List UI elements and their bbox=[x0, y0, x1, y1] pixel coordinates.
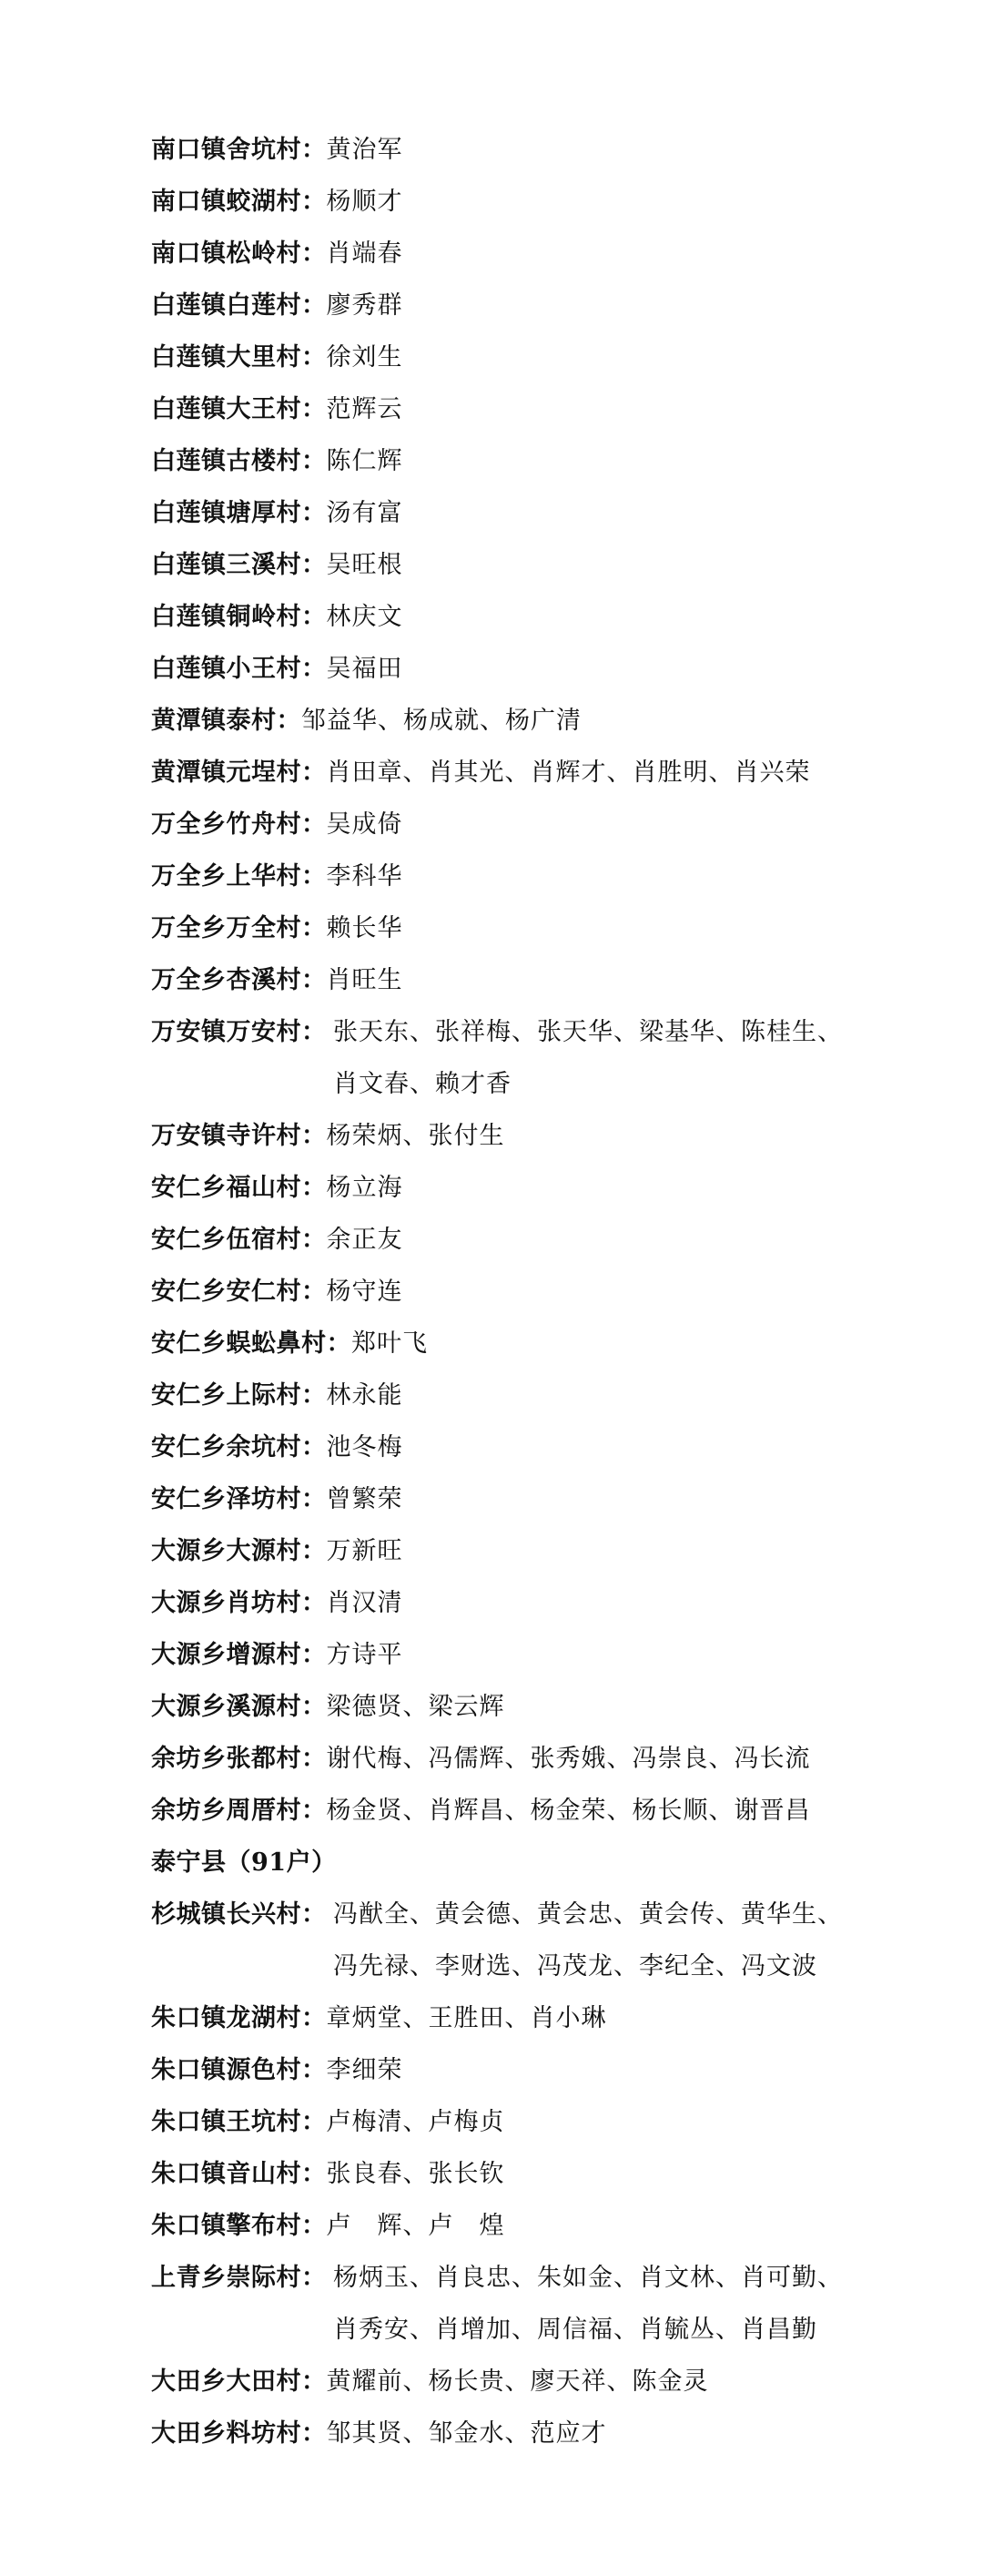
list-item bbox=[151, 695, 934, 747]
village-label: 安仁乡蜈蚣鼻村： bbox=[151, 1329, 351, 1358]
village-label: 朱口镇王坑村： bbox=[151, 2108, 327, 2136]
village-label: 安仁乡伍宿村： bbox=[151, 1226, 327, 1254]
list-item bbox=[151, 2096, 934, 2148]
village-label: 白莲镇大里村： bbox=[151, 343, 327, 372]
resident-names: 方诗平 bbox=[326, 1641, 403, 1669]
list-item bbox=[151, 2252, 934, 2356]
list-item bbox=[151, 799, 934, 850]
list-item bbox=[151, 591, 934, 643]
list-item bbox=[151, 383, 934, 435]
village-label: 白莲镇白莲村： bbox=[151, 291, 327, 320]
village-label: 大田乡大田村： bbox=[151, 2367, 327, 2396]
list-item bbox=[151, 1266, 934, 1318]
village-label: 大源乡肖坊村： bbox=[151, 1589, 327, 1617]
village-label: 黄潭镇元埕村： bbox=[151, 759, 327, 787]
list-item bbox=[151, 1162, 934, 1214]
list-item bbox=[151, 1889, 934, 1992]
county-heading: 泰宁县（91户） bbox=[151, 1848, 337, 1877]
resident-names: 曾繁荣 bbox=[326, 1485, 403, 1513]
list-item bbox=[151, 2356, 934, 2408]
list-item bbox=[151, 1369, 934, 1421]
village-label: 白莲镇三溪村： bbox=[151, 551, 327, 579]
resident-names: 吴成倚 bbox=[326, 810, 403, 839]
household-list bbox=[151, 124, 934, 2459]
village-label: 朱口镇龙湖村： bbox=[151, 2004, 327, 2032]
village-label: 安仁乡余坑村： bbox=[151, 1433, 327, 1461]
resident-names: 肖汉清 bbox=[326, 1589, 403, 1617]
village-label: 南口镇蛟湖村： bbox=[151, 188, 327, 216]
village-label: 万全乡竹舟村： bbox=[151, 810, 327, 839]
resident-names: 冯猷全、黄会德、黄会忠、黄会传、黄华生、冯先禄、李财选、冯茂龙、李纪全、冯文波 bbox=[333, 1900, 843, 1980]
village-label: 安仁乡泽坊村： bbox=[151, 1485, 327, 1513]
list-item bbox=[151, 850, 934, 902]
list-item bbox=[151, 2200, 934, 2252]
resident-names: 肖田章、肖其光、肖辉才、肖胜明、肖兴荣 bbox=[326, 759, 811, 787]
village-label: 上青乡崇际村： bbox=[151, 2264, 327, 2292]
resident-names: 肖旺生 bbox=[326, 966, 403, 994]
list-item bbox=[151, 1318, 934, 1369]
resident-names: 徐刘生 bbox=[326, 343, 403, 372]
list-item bbox=[151, 2148, 934, 2200]
list-item bbox=[151, 2044, 934, 2096]
list-item bbox=[151, 954, 934, 1006]
list-item bbox=[151, 747, 934, 799]
list-item bbox=[151, 487, 934, 539]
resident-names: 陈仁辉 bbox=[326, 447, 403, 475]
list-item bbox=[151, 1629, 934, 1681]
list-item bbox=[151, 124, 934, 176]
resident-names: 廖秀群 bbox=[326, 291, 403, 320]
resident-names: 卢梅清、卢梅贞 bbox=[326, 2108, 505, 2136]
list-item bbox=[151, 228, 934, 280]
resident-names: 范辉云 bbox=[326, 395, 403, 423]
resident-names: 张天东、张祥梅、张天华、梁基华、陈桂生、肖文春、赖才香 bbox=[333, 1018, 843, 1098]
list-item bbox=[151, 1785, 934, 1837]
list-item bbox=[151, 331, 934, 383]
village-label: 白莲镇塘厚村： bbox=[151, 499, 327, 527]
resident-names: 汤有富 bbox=[326, 499, 403, 527]
resident-names: 梁德贤、梁云辉 bbox=[326, 1693, 505, 1721]
village-label: 万安镇万安村： bbox=[151, 1018, 327, 1046]
resident-names: 肖端春 bbox=[326, 239, 403, 268]
list-item bbox=[151, 1681, 934, 1733]
village-label: 安仁乡上际村： bbox=[151, 1381, 327, 1410]
list-item bbox=[151, 1006, 934, 1110]
list-item bbox=[151, 1733, 934, 1785]
resident-names: 谢代梅、冯儒辉、张秀娥、冯崇良、冯长流 bbox=[326, 1745, 811, 1773]
village-label: 黄潭镇泰村： bbox=[151, 707, 301, 735]
resident-names: 杨炳玉、肖良忠、朱如金、肖文林、肖可勤、肖秀安、肖增加、周信福、肖毓丛、肖昌勤 bbox=[333, 2264, 843, 2344]
resident-names: 吴旺根 bbox=[326, 551, 403, 579]
resident-names: 郑叶飞 bbox=[351, 1329, 428, 1358]
list-item bbox=[151, 1577, 934, 1629]
resident-names: 杨守连 bbox=[326, 1278, 403, 1306]
resident-names: 李科华 bbox=[326, 862, 403, 891]
list-item bbox=[151, 1473, 934, 1525]
resident-names: 池冬梅 bbox=[326, 1433, 403, 1461]
resident-names: 杨立海 bbox=[326, 1174, 403, 1202]
resident-names: 李细荣 bbox=[326, 2056, 403, 2084]
resident-names: 林永能 bbox=[326, 1381, 403, 1410]
village-label: 白莲镇古楼村： bbox=[151, 447, 327, 475]
village-label: 南口镇松岭村： bbox=[151, 239, 327, 268]
resident-names: 邹益华、杨成就、杨广清 bbox=[301, 707, 582, 735]
village-label: 南口镇舍坑村： bbox=[151, 136, 327, 164]
list-item bbox=[151, 1110, 934, 1162]
list-item bbox=[151, 902, 934, 954]
village-label: 余坊乡张都村： bbox=[151, 1745, 327, 1773]
village-label: 安仁乡安仁村： bbox=[151, 1278, 327, 1306]
list-item bbox=[151, 1421, 934, 1473]
list-item bbox=[151, 539, 934, 591]
village-label: 万全乡杏溪村： bbox=[151, 966, 327, 994]
village-label: 安仁乡福山村： bbox=[151, 1174, 327, 1202]
village-label: 万全乡上华村： bbox=[151, 862, 327, 891]
village-label: 杉城镇长兴村： bbox=[151, 1900, 327, 1929]
resident-names: 林庆文 bbox=[326, 603, 403, 631]
list-item bbox=[151, 643, 934, 695]
list-item bbox=[151, 176, 934, 228]
village-label: 朱口镇源色村： bbox=[151, 2056, 327, 2084]
resident-names: 黄治军 bbox=[326, 136, 403, 164]
resident-names: 张良春、张长钦 bbox=[326, 2160, 505, 2188]
resident-names: 杨顺才 bbox=[326, 188, 403, 216]
list-item bbox=[151, 1992, 934, 2044]
village-label: 大源乡溪源村： bbox=[151, 1693, 327, 1721]
village-label: 朱口镇音山村： bbox=[151, 2160, 327, 2188]
list-item bbox=[151, 2408, 934, 2459]
village-label: 朱口镇擎布村： bbox=[151, 2212, 327, 2240]
list-item bbox=[151, 1525, 934, 1577]
resident-names: 万新旺 bbox=[326, 1537, 403, 1565]
list-item bbox=[151, 280, 934, 331]
resident-names: 黄耀前、杨长贵、廖天祥、陈金灵 bbox=[326, 2367, 709, 2396]
resident-names: 杨金贤、肖辉昌、杨金荣、杨长顺、谢晋昌 bbox=[326, 1797, 811, 1825]
village-label: 大源乡增源村： bbox=[151, 1641, 327, 1669]
resident-names: 杨荣炳、张付生 bbox=[326, 1122, 505, 1150]
village-label: 大源乡大源村： bbox=[151, 1537, 327, 1565]
resident-names: 卢 辉、卢 煌 bbox=[326, 2212, 505, 2240]
resident-names: 章炳堂、王胜田、肖小琳 bbox=[326, 2004, 607, 2032]
resident-names: 余正友 bbox=[326, 1226, 403, 1254]
village-label: 万安镇寺许村： bbox=[151, 1122, 327, 1150]
resident-names: 赖长华 bbox=[326, 914, 403, 942]
village-label: 白莲镇铜岭村： bbox=[151, 603, 327, 631]
village-label: 白莲镇小王村： bbox=[151, 655, 327, 683]
resident-names: 吴福田 bbox=[326, 655, 403, 683]
list-item bbox=[151, 435, 934, 487]
village-label: 余坊乡周厝村： bbox=[151, 1797, 327, 1825]
village-label: 白莲镇大王村： bbox=[151, 395, 327, 423]
list-item bbox=[151, 1214, 934, 1266]
village-label: 大田乡料坊村： bbox=[151, 2419, 327, 2448]
resident-names: 邹其贤、邹金水、范应才 bbox=[326, 2419, 607, 2448]
village-label: 万全乡万全村： bbox=[151, 914, 327, 942]
